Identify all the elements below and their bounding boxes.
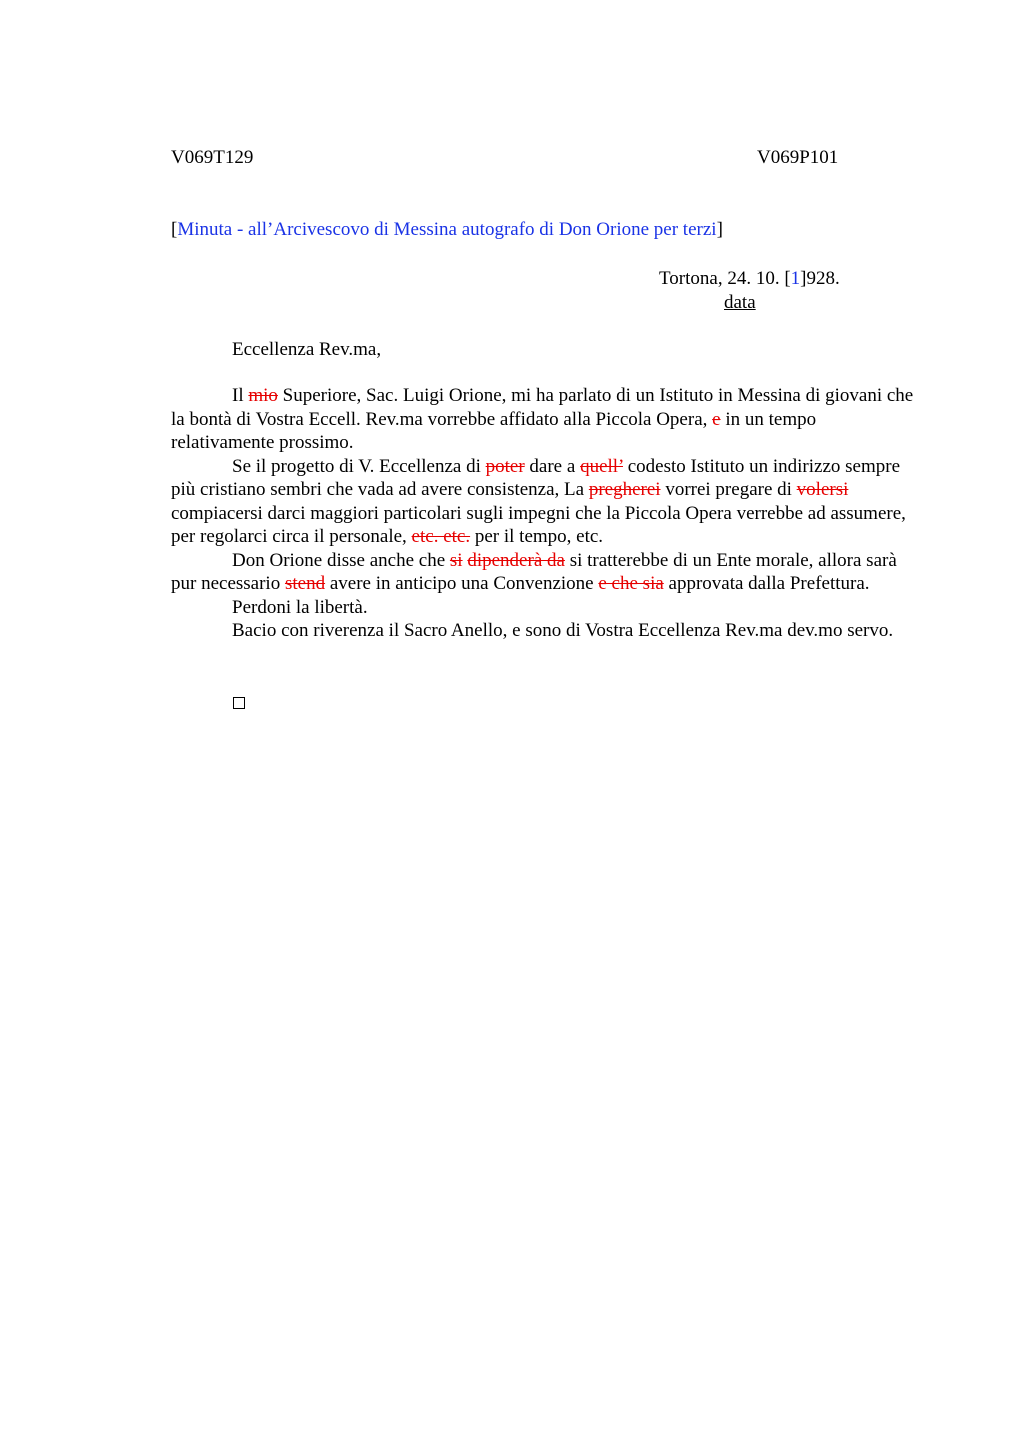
dateline <box>659 267 840 291</box>
empty-square-icon <box>233 697 245 709</box>
deletion: etc. etc. <box>411 526 471 547</box>
deletion: e <box>712 408 721 430</box>
title-text: Minuta - all’Arcivescovo di Messina autografo di Don Orione per terzi <box>177 219 717 240</box>
deletion: volersi <box>796 479 849 500</box>
deletion: stend <box>284 573 326 594</box>
salutation: Eccellenza Rev.ma, <box>232 339 382 360</box>
deletion: poter <box>485 455 525 477</box>
deletion: pregherei <box>588 479 661 500</box>
deletion: dipenderà da <box>467 549 565 571</box>
date-label: data <box>724 292 756 313</box>
deletion: si <box>449 549 463 571</box>
paragraph-1: Il mio Superiore, Sac. Luigi Orione, mi ha parlato di un Istituto in Messina di giovani che la bontà di Vostra Eccell. Rev.ma vorrebbe affidato alla Piccola Opera, e in un tempo relativamente prossimo. <box>171 385 914 453</box>
title-open-bracket: [ <box>171 219 178 240</box>
date-bracket-digit: 1 <box>790 268 801 289</box>
paragraph-5: Bacio con riverenza il Sacro Anello, e sono di Vostra Eccellenza Rev.ma dev.mo servo. <box>232 620 894 641</box>
deletion: mio <box>248 385 278 406</box>
deletion: e che sia <box>598 573 664 594</box>
document-title <box>171 218 723 242</box>
left-code: V069T129 <box>171 147 254 168</box>
paragraph-2: Se il progetto di V. Eccellenza di poter dare a quell’ codesto Istituto un indirizzo sempre più cristiano sembri che vada ad avere consistenza, La pregherei vorrei pregare di volersi compiacersi darci maggiori particolari sugli impegni che la Piccola Opera verrebbe ad assumere, per regolarci circa il personale, etc. etc. per il tempo, etc. <box>171 455 906 547</box>
letter-body <box>171 384 922 643</box>
title-close-bracket: ] <box>716 219 723 240</box>
paragraph-4: Perdoni la libertà. <box>232 596 368 618</box>
right-code: V069P101 <box>757 147 839 168</box>
paragraph-3: Don Orione disse anche che si dipenderà da si tratterebbe di un Ente morale, allora sarà pur necessario stend avere in anticipo una Convenzione e che sia approvata dalla Prefettura. <box>171 549 897 594</box>
date-prefix: Tortona, 24. 10. [ <box>659 268 791 289</box>
deletion: quell’ <box>580 455 623 477</box>
date-suffix: ]928. <box>800 268 840 289</box>
